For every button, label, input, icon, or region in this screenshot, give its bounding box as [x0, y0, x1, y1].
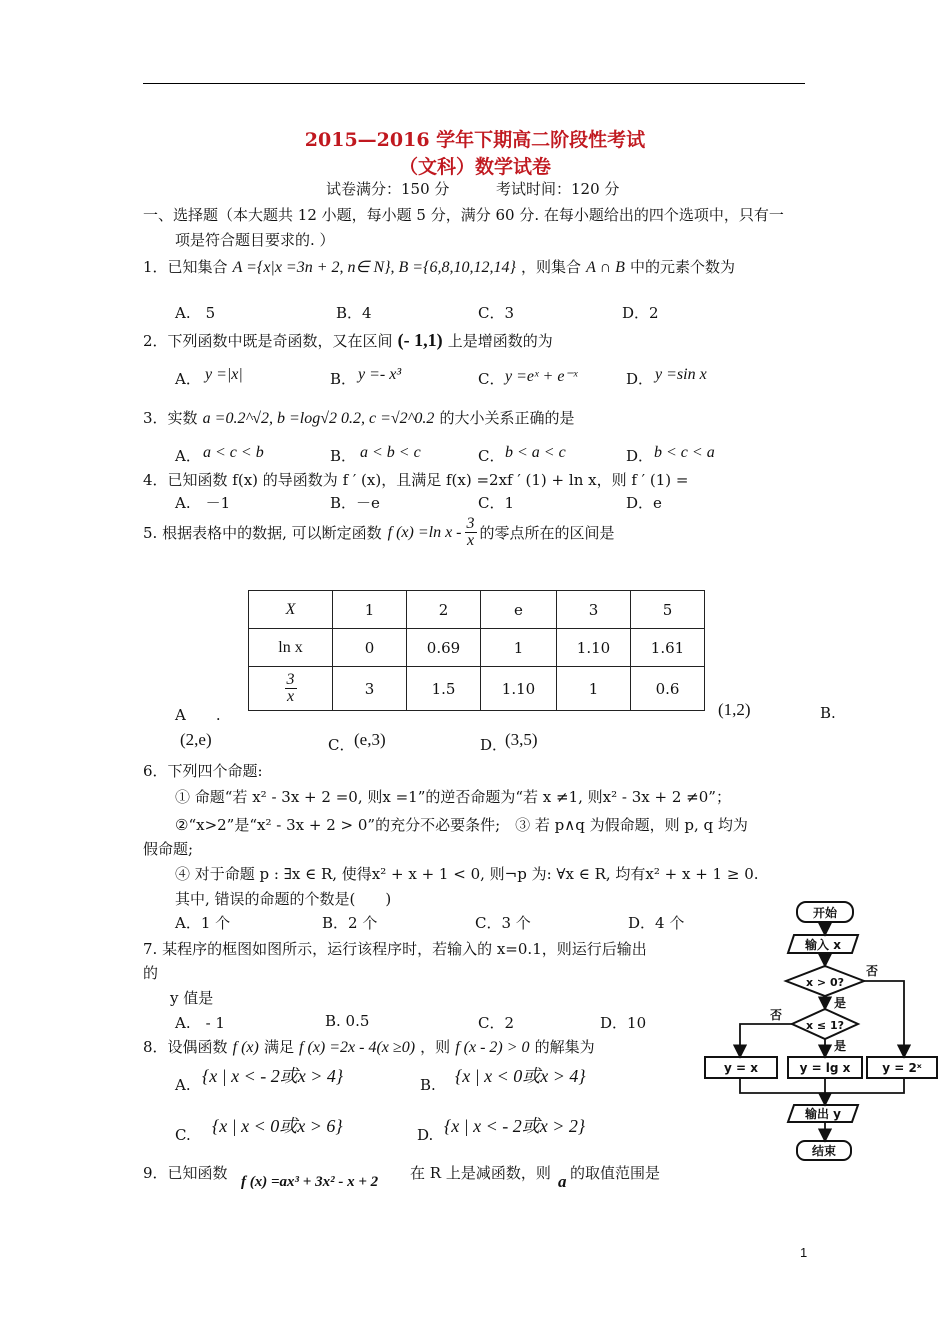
q6-proposition-2-3: ②“x>2”是“x² - 3x + 2 > 0”的充分不必要条件; ③ 若 p∧q 为假命题，则 p, q 均为 — [175, 816, 748, 834]
flow-yes-1: 是 — [833, 996, 847, 1010]
q6-proposition-4: ④ 对于命题 p : ∃x ∈ R, 使得x² + x + 1 < 0, 则¬p 为: ∀x ∈ R, 均有x² + x + 1 ≥ 0. — [175, 865, 759, 883]
q8-option-d: {x | x < - 2或x > 2} — [444, 1116, 586, 1136]
question-5: 5. 根据表格中的数据, 可以断定函数 f (x) =ln x - $\frac{3}{x}$ 的零点所在的区间是 — [143, 515, 615, 549]
question-8: 8．设偶函数 f (x) 满足 f (x) =2x - 4(x ≥0) ，则 f (x - 2) > 0 的解集为 — [143, 1038, 595, 1056]
q1-option-d: D．2 — [622, 304, 659, 322]
q6-option-c: C．3 个 — [475, 914, 531, 932]
q5-option-d: (3,5) — [505, 730, 538, 749]
q3-label-d: D． — [626, 447, 654, 465]
q8-option-c: {x | x < 0或x > 6} — [212, 1116, 343, 1136]
q8-label-b: B. — [420, 1076, 436, 1094]
table-row: ln x 0 0.69 1 1.10 1.61 — [249, 629, 705, 667]
q8-option-a: {x | x < - 2或x > 4} — [202, 1066, 344, 1086]
q2-option-b: y =- x³ — [358, 366, 402, 383]
flow-end-label: 结束 — [811, 1144, 837, 1158]
q6-question: 其中, 错误的命题的个数是( ) — [175, 890, 392, 908]
q1-option-c: C．3 — [478, 304, 515, 322]
q3-option-d: b < c < a — [654, 444, 715, 461]
flow-box-middle-label: y = lg x — [799, 1061, 851, 1075]
exam-title: 2015—2016 学年下期高二阶段性考试 — [304, 129, 646, 151]
q4-option-a: A. －1 — [175, 494, 231, 512]
flow-no-2: 否 — [769, 1008, 783, 1022]
q2-label-a: A． — [175, 370, 201, 388]
q7-option-a: A. - 1 — [175, 1014, 225, 1032]
flow-yes-2: 是 — [833, 1039, 847, 1053]
q6-option-b: B．2 个 — [322, 914, 378, 932]
q1-option-a: A. 5 — [175, 304, 216, 322]
q6-proposition-1: ① 命题“若 x² - 3x + 2 =0, 则x =1”的逆否命题为“若 x ≠1, 则x² - 3x + 2 ≠0”； — [175, 788, 731, 806]
q3-label-a: A． — [175, 447, 201, 465]
q5-option-a: (1,2) — [718, 700, 751, 719]
flow-decision-2-label: x ≤ 1? — [805, 1019, 845, 1032]
q4-option-c: C．1 — [478, 494, 515, 512]
q5-fraction: $\frac{3}{x}$ — [466, 515, 475, 549]
program-flowchart — [700, 895, 945, 1170]
q2-interval: (- 1,1) — [397, 330, 443, 350]
q2-option-a: y =|x| — [205, 366, 243, 383]
q1-option-b: B．4 — [336, 304, 372, 322]
q5-option-b: (2,e) — [180, 730, 212, 749]
q2-option-d: y =sin x — [655, 366, 707, 383]
q2-label-b: B． — [330, 370, 357, 388]
flow-box-left-label: y = x — [724, 1061, 758, 1075]
flow-input-label: 输入 x — [805, 938, 841, 952]
q4-option-b: B．－e — [330, 494, 380, 512]
question-1: 1．已知集合 A ={x|x =3n + 2, n∈ N}, B ={6,8,10,12,14} ，则集合 A ∩ B 中的元素个数为 — [143, 258, 736, 276]
q7-option-d: D．10 — [600, 1014, 647, 1032]
question-6: 6．下列四个命题: — [143, 762, 263, 780]
question-7-cont2: y 值是 — [170, 989, 214, 1007]
q9-variable: a — [558, 1172, 567, 1191]
time-info: 考试时间：120 分 — [496, 180, 620, 198]
q3-math: a =0.2^√2, b =log√2 0.2, c =√2^0.2 — [202, 410, 435, 427]
table-row: $\frac{3}{x}$ 3 1.5 1.10 1 0.6 — [249, 667, 705, 711]
q9-stem-c: 的取值范围是 — [570, 1164, 661, 1182]
table-row: X 1 2 e 3 5 — [249, 591, 705, 629]
flow-start-label: 开始 — [812, 906, 838, 920]
section-intro-line2: 项是符合题目要求的. ） — [175, 231, 335, 249]
q8-label-c: C. — [175, 1126, 191, 1144]
q9-function: f (x) =ax³ + 3x² - x + 2 — [241, 1174, 379, 1190]
q4-option-d: D．e — [626, 494, 662, 512]
q3-option-c: b < a < c — [505, 444, 566, 461]
flow-output-label: 输出 y — [804, 1107, 842, 1121]
q5-option-c: (e,3) — [354, 730, 386, 749]
section-intro-line1: 一、选择题（本大题共 12 小题，每小题 5 分，满分 60 分. 在每小题给出的四个选项中，只有一 — [143, 206, 784, 224]
q6-option-d: D．4 个 — [628, 914, 685, 932]
q5-label-a: A . — [175, 706, 221, 724]
top-rule — [143, 83, 805, 84]
q7-option-c: C．2 — [478, 1014, 515, 1032]
question-2: 2．下列函数中既是奇函数，又在区间 (- 1,1) 上是增函数的为 — [143, 330, 553, 350]
q2-label-d: D． — [626, 370, 654, 388]
q6-proposition-3-cont: 假命题; — [143, 840, 194, 858]
question-7: 7. 某程序的框图如图所示，运行该程序时，若输入的 x=0.1，则运行后输出 — [143, 940, 647, 958]
q3-option-b: a < b < c — [360, 444, 421, 461]
exam-subtitle: （文科）数学试卷 — [398, 156, 551, 178]
page-number: 1 — [800, 1245, 808, 1260]
q8-option-b: {x | x < 0或x > 4} — [455, 1066, 586, 1086]
question-9: 9．已知函数 — [143, 1164, 228, 1182]
q8-label-d: D. — [417, 1126, 434, 1144]
q9-stem-b: 在 R 上是减函数，则 — [410, 1164, 551, 1182]
q5-label-c: C． — [328, 736, 355, 754]
q8-label-a: A. — [175, 1076, 191, 1094]
q6-option-a: A．1 个 — [175, 914, 231, 932]
q2-label-c: C． — [478, 370, 505, 388]
q1-set-math: A ={x|x =3n + 2, n∈ N}, B ={6,8,10,12,14} — [232, 259, 516, 276]
q5-label-d: D． — [480, 736, 508, 754]
question-7-cont: 的 — [143, 964, 159, 982]
q5-value-table — [248, 590, 705, 711]
q3-option-a: a < c < b — [203, 444, 264, 461]
flow-no-1: 否 — [865, 964, 879, 978]
question-3: 3．实数 a =0.2^√2, b =log√2 0.2, c =√2^0.2 的大小关系正确的是 — [143, 409, 575, 427]
q7-option-b: B. 0.5 — [325, 1012, 370, 1030]
q3-label-c: C． — [478, 447, 505, 465]
q1-intersection-math: A ∩ B — [586, 259, 625, 276]
question-4: 4．已知函数 f(x) 的导函数为 f ′ (x)，且满足 f(x) =2xf ′ (1) + ln x，则 f ′ (1) = — [143, 471, 689, 489]
flow-decision-1-label: x > 0? — [805, 976, 845, 989]
flow-box-right-label: y = 2ˣ — [882, 1061, 922, 1075]
score-info: 试卷满分：150 分 — [326, 180, 450, 198]
q3-label-b: B． — [330, 447, 357, 465]
q2-option-c: y =eˣ + e⁻ˣ — [505, 368, 578, 385]
q5-label-b: B. — [820, 704, 836, 722]
